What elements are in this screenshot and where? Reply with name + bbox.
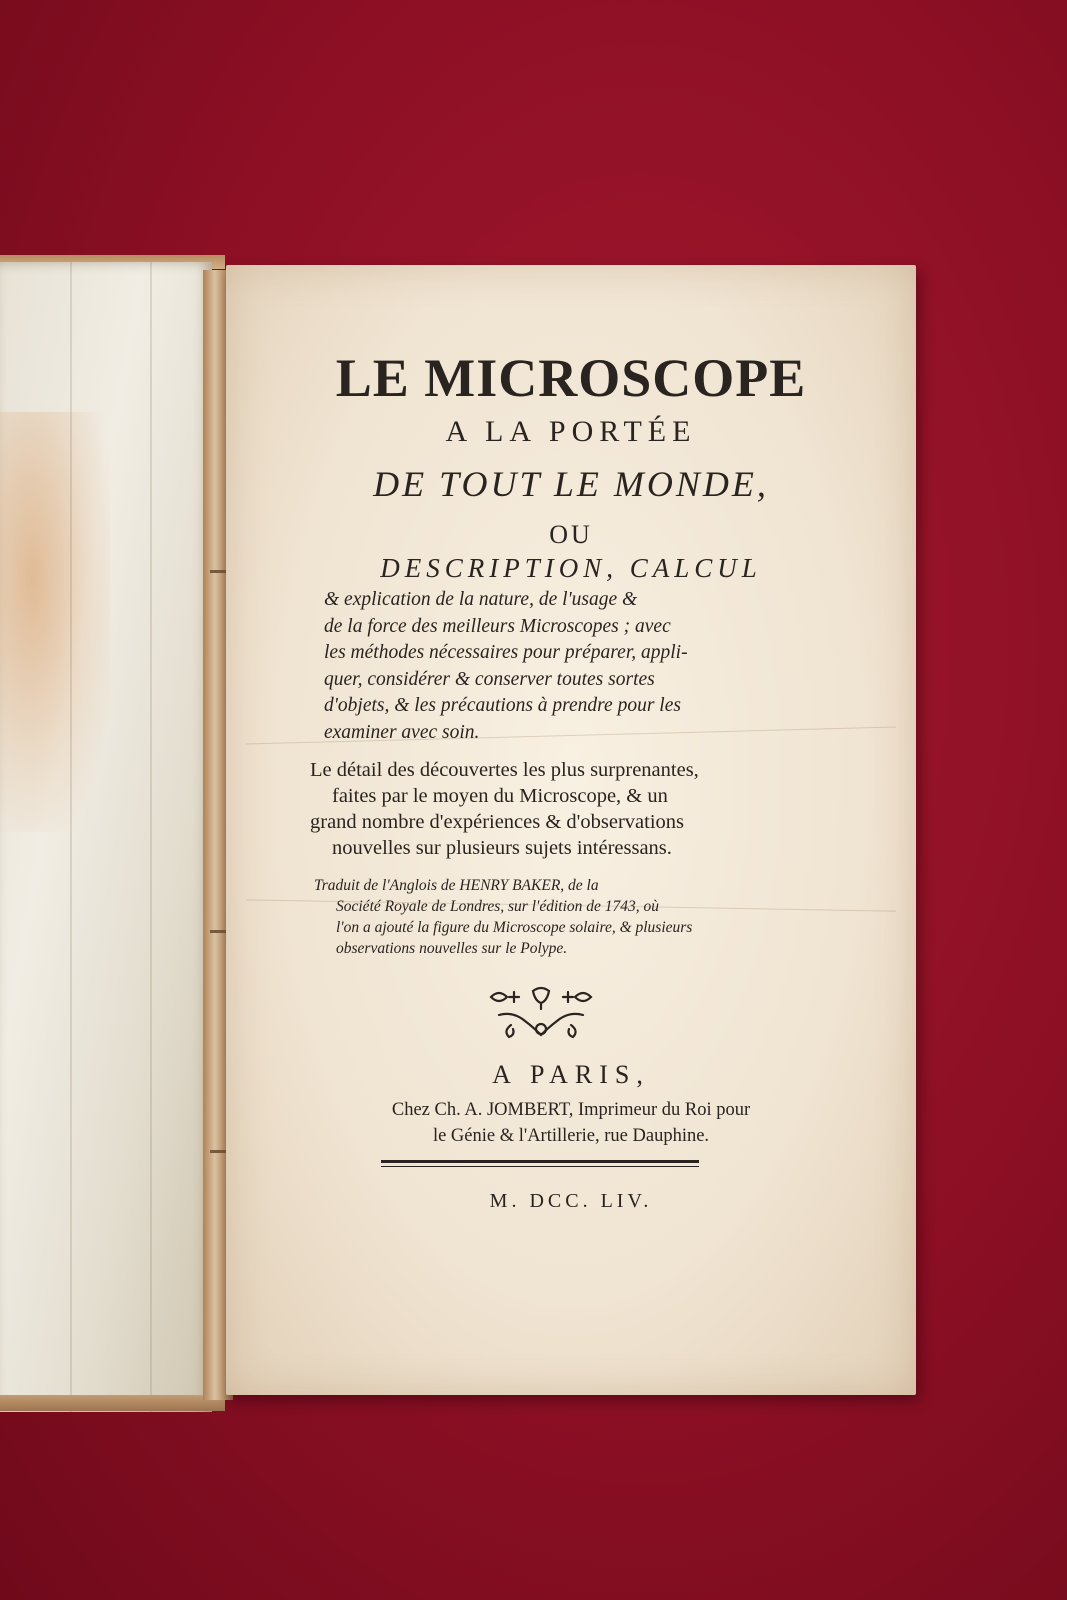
left-flyleaf-page [0, 262, 212, 1412]
left-page-fold [150, 262, 152, 1412]
publication-date: M. DCC. LIV. [489, 1190, 653, 1212]
description-line: d'objets, & les précautions à prendre pour les [324, 695, 681, 716]
imprint-line: le Génie & l'Artillerie, rue Dauphine. [432, 1126, 710, 1146]
detail-line: Le détail des découvertes les plus surprenantes, [310, 759, 699, 781]
place-of-publication: A PARIS, [492, 1060, 650, 1089]
left-page-stain [0, 412, 110, 832]
description-line: examiner avec soin. [324, 721, 480, 743]
imprint [286, 1097, 856, 1149]
translation-line: Traduit de l'Anglois de HENRY BAKER, de la [314, 877, 599, 894]
subtitle-line-1: A LA PORTÉE [445, 415, 697, 448]
detail-line: grand nombre d'expériences & d'observations [310, 811, 684, 833]
description-line: de la force des meilleurs Microscopes ; avec [324, 615, 671, 637]
description-heading: DESCRIPTION, CALCUL [380, 553, 762, 583]
translation-line: observations nouvelles sur le Polype. [336, 940, 568, 957]
left-page-bottom-edge [0, 1395, 225, 1411]
subtitle-line-2: DE TOUT LE MONDE, [373, 464, 769, 504]
translation-line: Société Royale de Londres, sur l'édition de 1743, où [336, 898, 660, 915]
detail-text [310, 757, 830, 861]
translation-note [314, 875, 834, 959]
description-line: & explication de la nature, de l'usage & [324, 589, 638, 610]
imprint-line: Chez Ch. A. JOMBERT, Imprimeur du Roi pour [391, 1100, 751, 1120]
printer-ornament-icon [481, 985, 601, 1045]
description-line: quer, considérer & conserver toutes sortes [324, 668, 655, 690]
title-page [226, 265, 916, 1395]
double-rule [381, 1160, 699, 1167]
book-title: LE MICROSCOPE [335, 348, 807, 408]
detail-line: faites par le moyen du Microscope, & un [332, 785, 668, 807]
description-line: les méthodes nécessaires pour préparer, appli- [324, 642, 688, 663]
translation-line: l'on a ajouté la figure du Microscope solaire, & plusieurs [336, 919, 693, 936]
detail-line: nouvelles sur plusieurs sujets intéressans. [332, 837, 672, 859]
subtitle-ou: OU [549, 520, 593, 549]
left-page-fold [70, 262, 72, 1412]
description-text [324, 587, 804, 746]
